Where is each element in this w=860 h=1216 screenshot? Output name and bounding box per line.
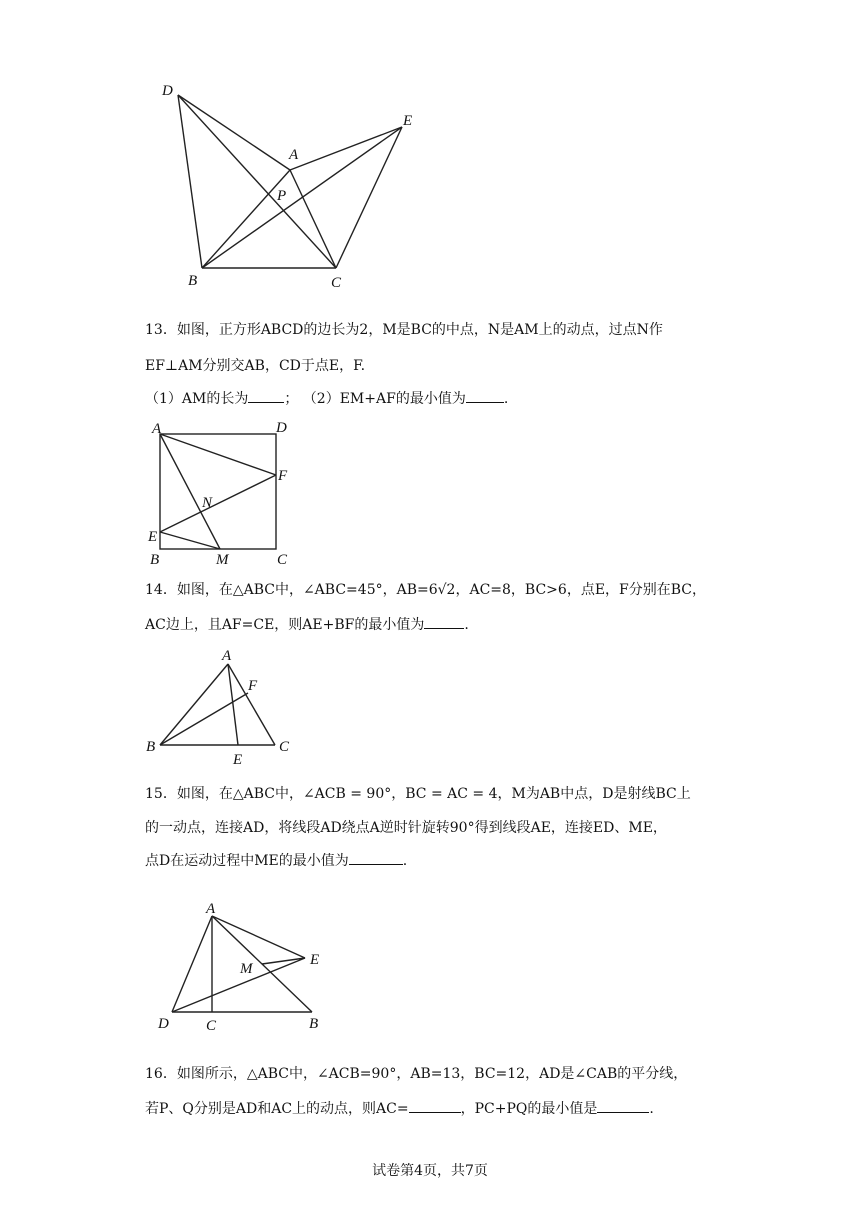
q15-answer-blank[interactable] xyxy=(349,850,403,865)
q16-answer-blank-1[interactable] xyxy=(409,1098,461,1113)
label-n: N xyxy=(202,495,213,511)
question-13-line-2: EF⊥AM分别交AB，CD于点E，F. xyxy=(145,358,366,374)
figure-q13-svg xyxy=(140,418,300,568)
label-e: E xyxy=(403,113,413,129)
label-a: A xyxy=(152,421,162,437)
label-a: A xyxy=(206,901,216,917)
label-c: C xyxy=(331,275,342,291)
q14-end-text: . xyxy=(464,617,469,633)
figure-q13 xyxy=(140,418,300,568)
label-c: C xyxy=(279,739,290,755)
label-c: C xyxy=(206,1018,217,1034)
label-f: F xyxy=(248,678,258,694)
q13-answer-blank-2[interactable] xyxy=(466,388,504,403)
question-16-line-2 xyxy=(145,1098,725,1119)
question-15-line-2: 的一动点，连接AD，将线段AD绕点A逆时针旋转90°得到线段AE，连接ED、ME， xyxy=(145,820,667,836)
q13-part1-text: （1）AM的长为 xyxy=(145,391,249,407)
question-16-line-1: 16．如图所示，△ABC中，∠ACB=90°，AB=13，BC=12，AD是∠CAB的平分线， xyxy=(145,1066,688,1082)
figure-q12 xyxy=(150,75,440,295)
label-a: A xyxy=(222,648,232,664)
q16-part2-text: ，PC+PQ的最小值是 xyxy=(460,1101,598,1117)
q16-end-text: . xyxy=(649,1101,654,1117)
label-b: B xyxy=(150,552,160,568)
q15-text: 点D在运动过程中ME的最小值为 xyxy=(145,853,349,869)
label-a: A xyxy=(289,147,299,163)
q16-part1-text: 若P、Q分别是AD和AC上的动点，则AC= xyxy=(145,1101,409,1117)
label-f: F xyxy=(278,468,288,484)
figure-q12-svg xyxy=(150,75,440,295)
label-b: B xyxy=(309,1016,319,1032)
figure-q15 xyxy=(150,896,340,1036)
q13-answer-blank-1[interactable] xyxy=(248,388,284,403)
figure-q15-svg xyxy=(150,896,340,1036)
q13-end-text: . xyxy=(503,391,509,407)
q14-text: AC边上，且AF=CE，则AE+BF的最小值为 xyxy=(145,617,425,633)
label-e: E xyxy=(310,952,320,968)
label-m: M xyxy=(216,552,229,568)
question-15-line-1: 15．如图，在△ABC中，∠ACB = 90°，BC = AC = 4，M为AB中点，D是射线BC上 xyxy=(145,786,691,802)
label-e: E xyxy=(233,752,243,768)
label-p: P xyxy=(277,188,287,204)
label-b: B xyxy=(146,739,156,755)
question-14-line-2 xyxy=(145,614,725,635)
q13-part2-text: ； （2）EM+AF的最小值为 xyxy=(284,391,466,407)
label-d: D xyxy=(276,420,287,436)
question-14-line-1: 14．如图，在△ABC中，∠ABC=45°，AB=6√2，AC=8，BC>6，点E，F分别在BC， xyxy=(145,582,707,598)
label-b: B xyxy=(188,273,198,289)
label-d: D xyxy=(158,1016,169,1032)
figure-q14-svg xyxy=(140,640,300,770)
label-e: E xyxy=(148,529,158,545)
q14-answer-blank[interactable] xyxy=(424,614,464,629)
q15-end-text: . xyxy=(402,853,408,869)
label-d: D xyxy=(162,83,173,99)
question-15-line-3 xyxy=(145,850,725,871)
label-m: M xyxy=(240,961,253,977)
label-c: C xyxy=(277,552,288,568)
page-footer: 试卷第4页，共7页 xyxy=(372,1163,488,1179)
figure-q14 xyxy=(140,640,300,770)
question-13-line-3 xyxy=(145,388,725,409)
q16-answer-blank-2[interactable] xyxy=(597,1098,649,1113)
question-13-line-1: 13．如图，正方形ABCD的边长为2，M是BC的中点，N是AM上的动点，过点N作 xyxy=(145,322,663,338)
